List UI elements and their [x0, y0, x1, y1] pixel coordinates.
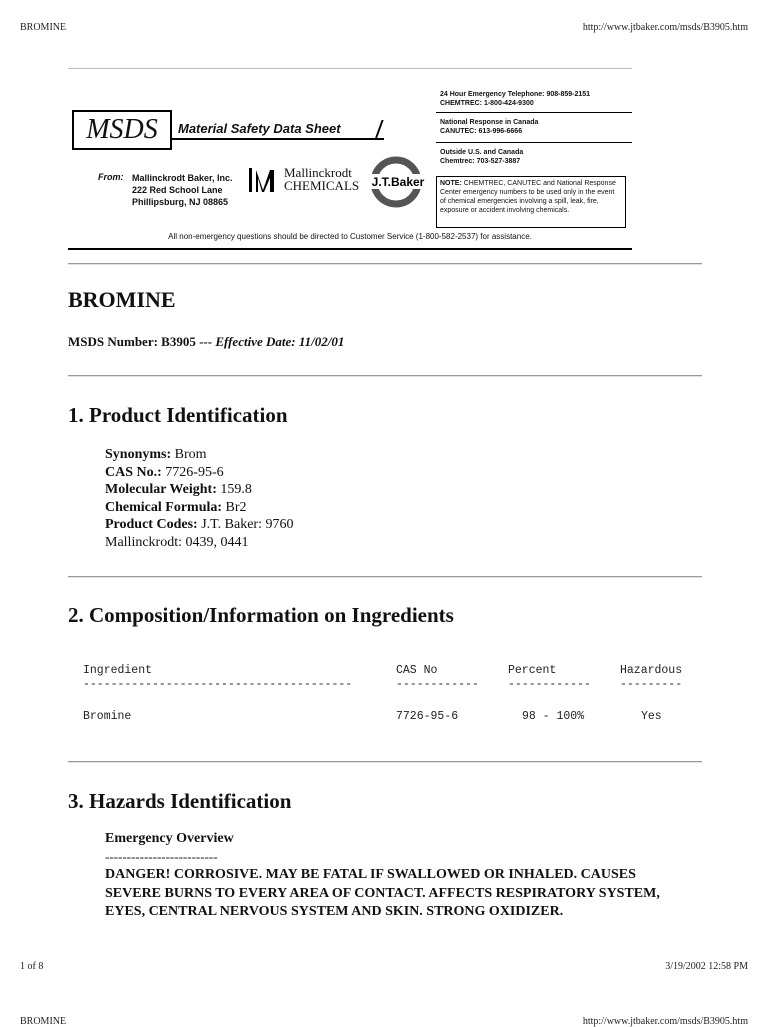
- cell-hazardous: Yes: [641, 710, 662, 723]
- synonyms-value: Brom: [174, 447, 207, 462]
- next-page-header-title: BROMINE: [20, 1016, 67, 1027]
- page-footer-count: 1 of 8: [20, 961, 44, 972]
- note-label: NOTE:: [440, 180, 462, 187]
- emergency-line-2: CHEMTREC: 1-800-424-9300: [440, 100, 534, 107]
- banner-title: Material Safety Data Sheet: [178, 121, 341, 136]
- page-title: BROMINE: [68, 287, 176, 312]
- logo-mallinckrodt: Mallinckrodt: [284, 165, 352, 180]
- mallinckrodt-logo-text: [284, 166, 359, 192]
- codes-value: J.T. Baker: 9760: [201, 517, 294, 532]
- page-header-url[interactable]: http://www.jtbaker.com/msds/B3905.htm: [582, 22, 748, 33]
- cell-ingredient: Bromine: [83, 710, 132, 723]
- logo-chemicals: CHEMICALS: [284, 178, 360, 193]
- col-header-percent: Percent: [508, 664, 557, 677]
- codes-label: Product Codes:: [105, 517, 198, 532]
- effective-date: Effective Date: 11/02/01: [215, 334, 345, 349]
- mallinckrodt-logo-icon: [248, 166, 278, 199]
- divider: [68, 375, 702, 377]
- section-heading-2: 2. Composition/Information on Ingredients: [68, 603, 454, 627]
- dash-row: ---------------------------------------: [83, 678, 353, 691]
- product-identification: [105, 446, 293, 551]
- banner-footer: All non-emergency questions should be directed to Customer Service (1-800-582-2537) for assistance.: [168, 232, 532, 241]
- canada-line-1: National Response in Canada: [440, 119, 539, 126]
- mw-value: 159.8: [220, 482, 252, 497]
- from-label: From:: [98, 172, 124, 182]
- col-header-hazardous: Hazardous: [620, 664, 683, 677]
- jtbaker-logo-icon: [368, 154, 428, 217]
- col-header-cas: CAS No: [396, 664, 438, 677]
- section-heading-1: 1. Product Identification: [68, 403, 288, 427]
- outside-line-2: Chemtrec: 703-527-3887: [440, 158, 521, 165]
- address-line-1: 222 Red School Lane: [132, 185, 223, 195]
- note-box: [436, 176, 626, 228]
- banner-rule-1: [436, 112, 632, 113]
- outside-phones: [440, 148, 523, 166]
- col-header-ingredient: Ingredient: [83, 664, 153, 677]
- dash-row: ---------: [620, 678, 683, 691]
- note-text: CHEMTREC, CANUTEC and National Response Center emergency numbers to be used only in the event of chemical emergencies involving a spill, leak, fire, exposure or accident involving chemicals.: [440, 180, 616, 214]
- company-address: [132, 172, 233, 208]
- emergency-overview-dashes: --------------------------: [105, 849, 218, 864]
- cell-cas: 7726-95-6: [396, 710, 459, 723]
- logo-jtbaker: J.T.Baker: [371, 175, 425, 189]
- emergency-overview-text: DANGER! CORROSIVE. MAY BE FATAL IF SWALLOWED OR INHALED. CAUSES SEVERE BURNS TO EVERY AREA OF CONTACT. AFFECTS RESPIRATORY SYSTEM, EYES, CENTRAL NERVOUS SYSTEM AND SKIN. STRONG OXIDIZER.: [105, 867, 660, 919]
- next-page-header-url[interactable]: http://www.jtbaker.com/msds/B3905.htm: [582, 1016, 748, 1027]
- divider: [68, 576, 702, 578]
- formula-label: Chemical Formula:: [105, 499, 223, 515]
- msds-number: [68, 334, 344, 350]
- cas-value: 7726-95-6: [165, 464, 224, 480]
- mw-label: Molecular Weight:: [105, 482, 217, 497]
- formula-value: Br2: [225, 499, 247, 515]
- banner-bottom-rule: [68, 248, 632, 250]
- msds-number-label: MSDS Number: B3905 ---: [68, 334, 213, 349]
- emergency-overview-label: Emergency Overview: [105, 831, 234, 846]
- address-line-2: Phillipsburg, NJ 08865: [132, 197, 229, 207]
- emergency-phones: [440, 90, 590, 108]
- cell-percent: 98 - 100%: [522, 710, 585, 723]
- dash-row: ------------: [508, 678, 591, 691]
- dash-row: ------------: [396, 678, 479, 691]
- banner-title-underline: [170, 138, 384, 140]
- synonyms-label: Synonyms:: [105, 447, 172, 462]
- codes-value-2: Mallinckrodt: 0439, 0441: [105, 534, 249, 550]
- msds-label: MSDS: [72, 110, 172, 150]
- page-header-title: BROMINE: [20, 22, 67, 33]
- msds-banner: [68, 68, 632, 250]
- canada-line-2: CANUTEC: 613-996-6666: [440, 128, 523, 135]
- page-footer-timestamp: 3/19/2002 12:58 PM: [665, 961, 748, 972]
- cas-label: CAS No.:: [105, 464, 162, 480]
- outside-line-1: Outside U.S. and Canada: [440, 149, 524, 156]
- company-name: Mallinckrodt Baker, Inc.: [132, 173, 233, 183]
- banner-rule-2: [436, 142, 632, 143]
- canada-phones: [440, 118, 538, 136]
- divider: [68, 761, 702, 763]
- divider: [68, 263, 702, 265]
- emergency-line-1: 24 Hour Emergency Telephone: 908-859-2151: [440, 91, 591, 98]
- section-heading-3: 3. Hazards Identification: [68, 789, 292, 813]
- banner-top-rule: [68, 68, 632, 69]
